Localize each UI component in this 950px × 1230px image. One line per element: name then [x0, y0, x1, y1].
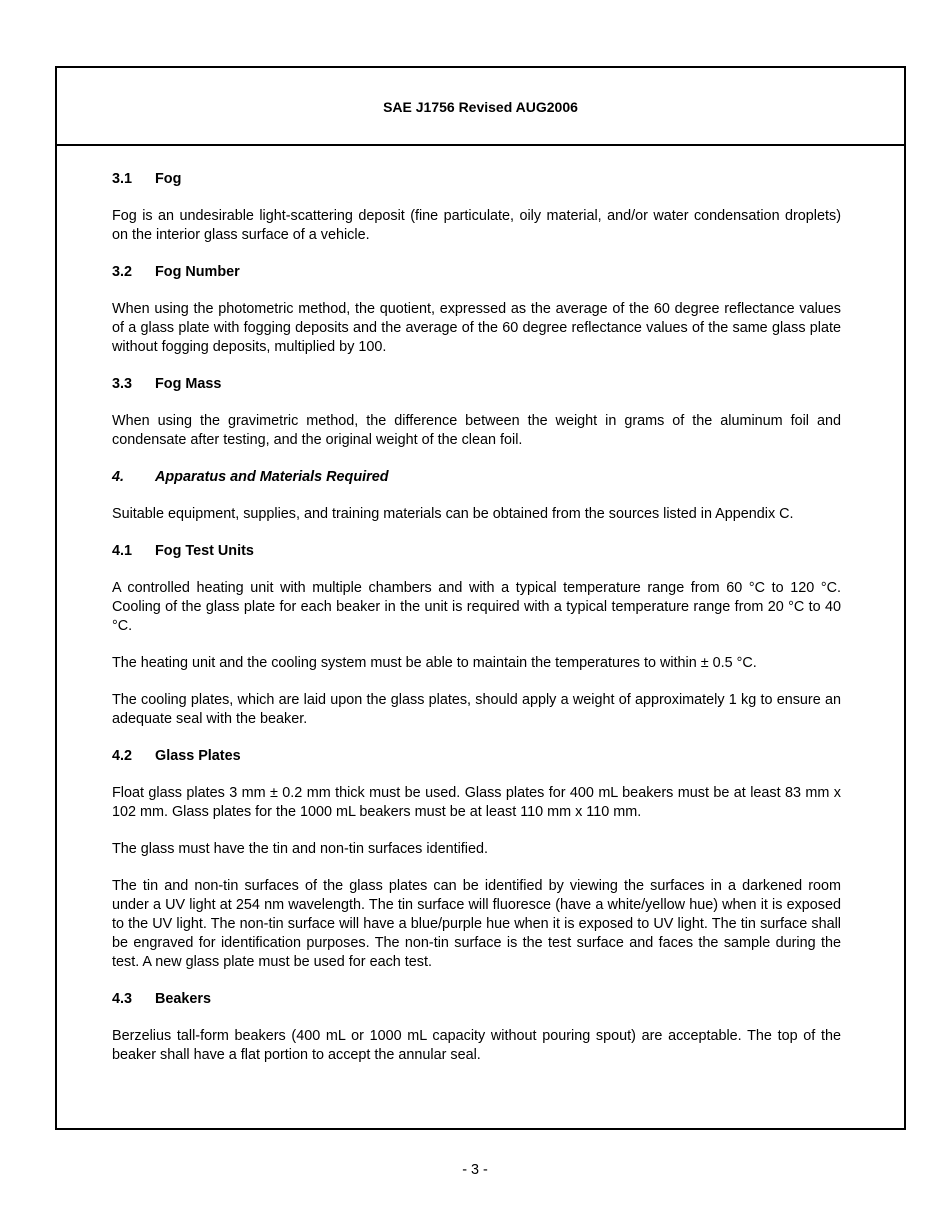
section-paragraph: The glass must have the tin and non-tin surfaces identified.	[112, 841, 488, 857]
section-number: 3.2	[112, 264, 133, 280]
page-number: - 3 -	[462, 1162, 488, 1178]
section-heading	[112, 990, 841, 1009]
section-number: 4.3	[112, 991, 133, 1007]
section-number: 3.1	[112, 171, 133, 187]
section-title: Fog	[155, 171, 182, 187]
document-body	[112, 170, 841, 1083]
section-number: 4.1	[112, 543, 133, 559]
section-title: Glass Plates	[155, 748, 241, 764]
section-heading	[112, 747, 841, 766]
section-heading	[112, 170, 841, 189]
section-paragraph: The heating unit and the cooling system must be able to maintain the temperatures to within ± 0.5 °C.	[112, 655, 757, 671]
section-title: Fog Number	[155, 264, 240, 280]
section-paragraph: A controlled heating unit with multiple chambers and with a typical temperature range from 60 °C to 120 °C. Cooling of the glass plate for each beaker in the unit is required with a typical temperature range from 20 °C to 40 °C.	[112, 580, 841, 634]
section-paragraph: Suitable equipment, supplies, and training materials can be obtained from the sources listed in Appendix C.	[112, 506, 794, 522]
section-heading	[112, 542, 841, 561]
page-frame	[55, 66, 906, 1130]
section-paragraph: Berzelius tall-form beakers (400 mL or 1000 mL capacity without pouring spout) are acceptable. The top of the beaker shall have a flat portion to accept the annular seal.	[112, 1028, 841, 1063]
section-title: Fog Mass	[155, 376, 222, 392]
section-number: 4.	[112, 469, 125, 485]
section-heading	[112, 375, 841, 394]
document-title: SAE J1756 Revised AUG2006	[383, 99, 578, 115]
section-heading	[112, 263, 841, 282]
section-title: Fog Test Units	[155, 543, 254, 559]
section-paragraph: Float glass plates 3 mm ± 0.2 mm thick must be used. Glass plates for 400 mL beakers must be at least 83 mm x 102 mm. Glass plates for the 1000 mL beakers must be at least 110 mm x 110 mm.	[112, 785, 841, 820]
section-heading	[112, 468, 841, 487]
section-paragraph: When using the photometric method, the quotient, expressed as the average of the 60 degree reflectance values of a glass plate with fogging deposits and the average of the 60 degree reflectance values of the same glass plate without fogging deposits, multiplied by 100.	[112, 301, 841, 355]
section-title: Beakers	[155, 991, 212, 1007]
section-title: Apparatus and Materials Required	[155, 469, 389, 485]
section-number: 3.3	[112, 376, 133, 392]
section-paragraph: The tin and non-tin surfaces of the glass plates can be identified by viewing the surfaces in a darkened room under a UV light at 254 nm wavelength. The tin surface will fluoresce (have a white/yellow hue) when it is exposed to the UV light. The non-tin surface will have a blue/purple hue when it is exposed to UV light. The tin surface shall be engraved for identification purposes. The non-tin surface is the test surface and faces the sample during the test. A new glass plate must be used for each test.	[112, 878, 841, 970]
document-header	[57, 68, 904, 146]
section-paragraph: When using the gravimetric method, the difference between the weight in grams of the aluminum foil and condensate after testing, and the original weight of the clean foil.	[112, 413, 841, 448]
section-number: 4.2	[112, 748, 133, 764]
section-paragraph: The cooling plates, which are laid upon the glass plates, should apply a weight of approximately 1 kg to ensure an adequate seal with the beaker.	[112, 692, 841, 727]
section-paragraph: Fog is an undesirable light-scattering deposit (fine particulate, oily material, and/or water condensation droplets) on the interior glass surface of a vehicle.	[112, 208, 841, 243]
